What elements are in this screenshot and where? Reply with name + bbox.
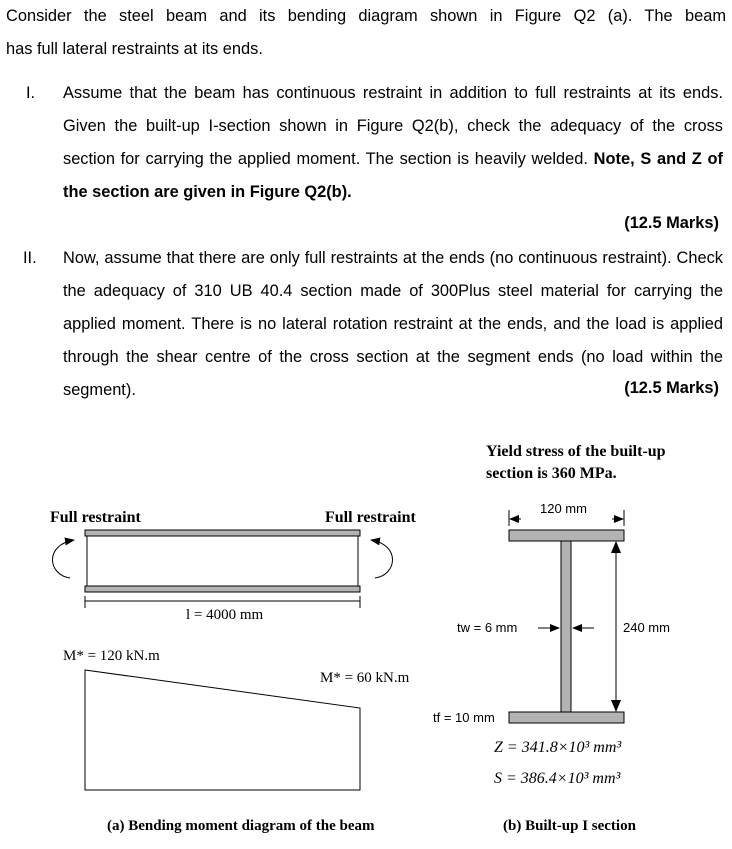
moment-left-label: M* = 120 kN.m xyxy=(63,648,160,664)
yield-stress-line-1: Yield stress of the built-up xyxy=(486,443,666,460)
tf-label: tf = 10 mm xyxy=(433,710,495,725)
i-section xyxy=(509,530,624,723)
figure-a xyxy=(50,509,416,834)
height-label: 240 mm xyxy=(623,620,670,635)
part-1-marks: (12.5 Marks) xyxy=(624,214,719,232)
intro-line-2: has full lateral restraints at its ends. xyxy=(6,40,263,58)
height-dimension xyxy=(611,541,621,712)
part-2-body: Now, assume that there are only full restraints at the ends (no continuous restraint). Check the adequacy of 310 UB 40.4 section made of 300Plus steel material for carrying the applied moment. There is no lateral rotation restraint at the ends, and the load is applied through the shear centre of the cross section at the segment ends (no load within the segment). xyxy=(63,249,723,399)
figure-a-caption: (a) Bending moment diagram of the beam xyxy=(107,818,375,834)
part-1-note: Note, S and Z of the section are given in Figure Q2(b). xyxy=(63,150,723,201)
bending-moment-diagram xyxy=(85,670,360,790)
left-restraint-label: Full restraint xyxy=(50,509,141,526)
s-value: S = 386.4×10³ mm³ xyxy=(494,770,621,787)
beam xyxy=(85,530,360,592)
part-2-marks: (12.5 Marks) xyxy=(624,379,719,397)
right-restraint-label: Full restraint xyxy=(325,509,416,526)
tw-label: tw = 6 mm xyxy=(457,620,518,635)
figure-b-caption: (b) Built-up I section xyxy=(503,818,636,834)
right-restraint-arrow-icon xyxy=(371,540,393,578)
yield-stress-line-2: section is 360 MPa. xyxy=(486,465,617,482)
figure-b xyxy=(433,443,670,834)
part-2-marker: II. xyxy=(23,249,37,267)
intro-line-1: Consider the steel beam and its bending diagram shown in Figure Q2 (a). The beam xyxy=(6,7,726,25)
length-label: l = 4000 mm xyxy=(186,607,264,623)
part-1-marker: I. xyxy=(26,84,36,102)
width-label: 120 mm xyxy=(540,501,587,516)
left-restraint-arrow-icon xyxy=(53,540,75,578)
z-value: Z = 341.8×10³ mm³ xyxy=(494,739,622,756)
part-1-body: Assume that the beam has continuous restraint in addition to full restraints at its ends. Given the built-up I-section shown in Figure Q2(b), check the adequacy of the cross section for carrying the applied moment. The section is heavily welded. xyxy=(63,84,723,168)
moment-right-label: M* = 60 kN.m xyxy=(320,670,410,686)
